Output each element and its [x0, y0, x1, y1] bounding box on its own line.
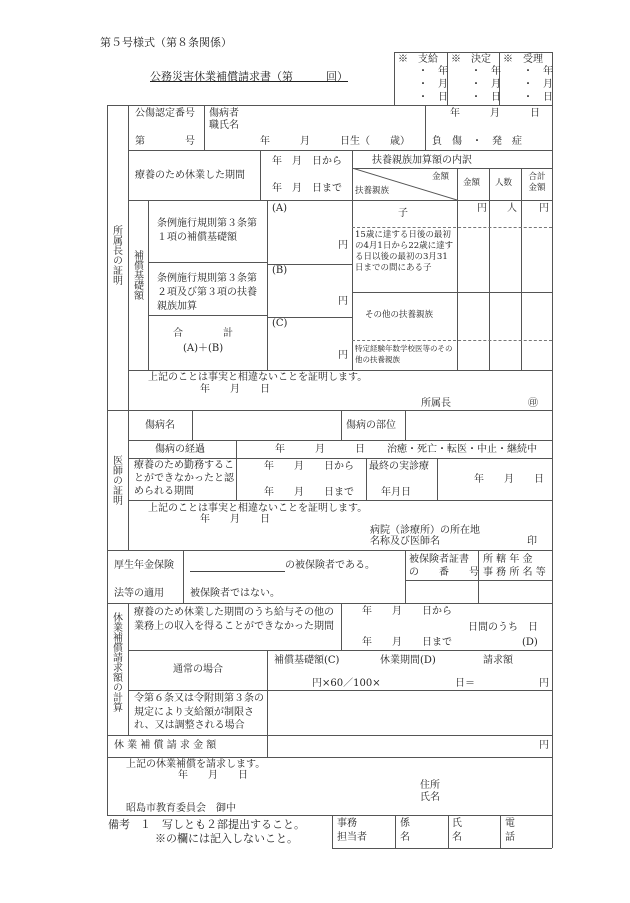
row-c-mark: (C) [272, 318, 288, 329]
stamp-decision-label: ※ 決定 [451, 54, 491, 65]
calc-period-from[interactable]: 年 月 日から [362, 606, 452, 617]
head-label: 所属長 [421, 398, 451, 409]
section-doctor-label: 医師の証明 [110, 455, 122, 505]
claim-amount-field[interactable] [475, 668, 535, 688]
pension-label-1: 厚生年金保険 [114, 560, 174, 571]
formula-days: 日＝ [455, 678, 475, 689]
injury-date-field[interactable]: 年 月 日 [450, 108, 540, 119]
row-a-label: 条例施行規則第３条第１項の補償基礎額 [157, 218, 257, 243]
staff-label-2b: 名 [400, 832, 410, 843]
row-c-yen: 円 [338, 350, 348, 361]
col-amount-header: 金額 [463, 178, 481, 188]
base-amount-field[interactable] [270, 668, 310, 688]
disease-site-label: 傷病の部位 [346, 420, 396, 431]
row-b-label: 条例施行規則第３条第２項及び第３項の扶養親族加算 [157, 273, 257, 312]
claim-total-yen: 円 [539, 740, 549, 751]
progress-label: 傷病の経過 [155, 444, 205, 455]
row-a-mark: (A) [272, 203, 288, 214]
last-exam-label-2: 年月日 [381, 487, 411, 498]
limited-case-label: 令第６条又は令附則第３条の規定により支給額が制限され、又は調整される場合 [134, 693, 264, 731]
formula-result: 円 [539, 678, 549, 689]
hospital-label-2: 名称及び医師名 [370, 536, 440, 547]
doctor-seal-icon: 印 [527, 536, 537, 547]
leave-from-field[interactable]: 年 月 日から [272, 156, 342, 167]
dep-child-amount-unit: 円 [477, 203, 487, 214]
limited-case-field[interactable] [270, 692, 550, 733]
insured-option[interactable]: の被保険者である。 [285, 560, 375, 571]
doctor-cert-statement: 上記のことは事実と相違ないことを証明します。 [148, 503, 368, 514]
pension-label-2: 法等の適用 [114, 588, 164, 599]
dependents-header: 扶養親族加算額の内訳 [372, 155, 472, 166]
claim-total-label: 休 業 補 償 請 求 金 額 [114, 740, 217, 751]
calc-period-days[interactable]: 日間のうち 日 [468, 622, 538, 633]
row-c-amount-field[interactable] [268, 332, 338, 366]
stamp-receipt-label: ※ 受理 [503, 54, 543, 65]
stamp-decision-month[interactable]: ・ 月 [471, 79, 501, 90]
row-b-yen: 円 [338, 296, 348, 307]
office-field[interactable] [480, 582, 550, 601]
dep-child-count-unit: 人 [507, 203, 517, 214]
staff-label-2a: 係 [400, 818, 410, 829]
last-exam-date-field[interactable]: 年 月 日 [474, 474, 544, 485]
stamp-decision-year[interactable]: ・ 年 [471, 66, 501, 77]
calc-period-mark: (D) [522, 637, 538, 648]
progress-date-field[interactable]: 年 月 日 [275, 444, 365, 455]
office-label-1: 所 轄 年 金 [483, 554, 533, 565]
col-period-label: 休業期間(D) [380, 655, 436, 666]
col-count-header: 人数 [495, 178, 513, 188]
staff-phone-field[interactable] [517, 817, 550, 846]
row-b-amount-field[interactable] [268, 278, 338, 312]
request-date[interactable]: 年 月 日 [178, 770, 248, 781]
head-seal-icon: ㊞ [528, 398, 538, 409]
progress-options[interactable]: 治癒・死亡・転医・中止・継続中 [387, 444, 537, 455]
stamp-receipt-day[interactable]: ・ 日 [523, 92, 553, 103]
doctor-cert-date[interactable]: 年 月 日 [200, 514, 270, 525]
disease-site-field[interactable] [407, 412, 550, 438]
section-calc-label: 休業補償請求額の計算 [110, 612, 122, 712]
injured-label-2: 職氏名 [209, 120, 239, 131]
normal-case-label: 通常の場合 [173, 664, 223, 675]
unable-to-field[interactable]: 年 月 日まで [264, 487, 354, 498]
staff-name-field[interactable] [464, 817, 498, 846]
birth-date-field[interactable]: 年 月 日生（ 歳） [260, 136, 410, 147]
name-label: 氏名 [420, 792, 440, 803]
address-label: 住所 [420, 780, 440, 791]
staff-label-4b: 話 [505, 832, 515, 843]
cert-no-field[interactable] [407, 582, 476, 601]
office-label-2: 事 務 所 名 等 [483, 567, 546, 578]
col-total-header: 合計金額 [528, 172, 546, 194]
stamp-payment-month[interactable]: ・ 月 [418, 79, 448, 90]
row-b-mark: (B) [272, 265, 288, 276]
disease-name-label: 傷病名 [145, 420, 175, 431]
staff-label-4a: 電 [505, 818, 515, 829]
notes-item-1: １ 写しとも２部提出すること。 [140, 818, 305, 831]
cert-no-label-2: の 番 号 [409, 567, 479, 578]
staff-section-field[interactable] [412, 817, 446, 846]
unable-period-label: 療養のため勤務することができなかったと認められる期間 [134, 460, 234, 497]
dep-row-child-15-22: 15歳に達する日後の最初の4月1日から22歳に達する日以後の最初の3月31日までの間にある子 [355, 230, 454, 274]
row-a-yen: 円 [338, 240, 348, 251]
last-exam-label-1: 最終の実診療 [369, 461, 429, 472]
col-claim-label: 請求額 [483, 655, 513, 666]
calc-period-label: 療養のため休業した期間のうち給与その他の業務上の収入を得ることができなかった期間 [134, 607, 334, 632]
staff-label-3b: 名 [452, 832, 462, 843]
dep-child-total-unit: 円 [539, 203, 549, 214]
stamp-payment-label: ※ 支給 [398, 54, 438, 65]
calc-period-to[interactable]: 年 月 日まで [362, 637, 452, 648]
diag-top-label: 金額 [432, 172, 450, 182]
base-amount-label: 補償基礎額 [131, 250, 143, 300]
injured-label-1: 傷病者 [209, 108, 239, 119]
form-title: 公務災害休業補償請求書（第 回） [150, 70, 348, 83]
affiliation-cert-date[interactable]: 年 月 日 [200, 384, 270, 395]
formula-yen: 円×60／100× [312, 678, 381, 689]
dep-row-child: 子 [398, 208, 408, 219]
insurer-blank-field[interactable] [190, 571, 285, 572]
row-a-amount-field[interactable] [268, 216, 338, 254]
disease-name-field[interactable] [194, 412, 339, 438]
form-number: 第５号様式（第８条関係） [100, 36, 232, 49]
claim-total-field[interactable] [270, 737, 535, 755]
leave-to-field[interactable]: 年 月 日まで [272, 183, 342, 194]
unable-from-field[interactable]: 年 月 日から [264, 461, 354, 472]
cert-no-label-1: 被保険者証書 [409, 554, 469, 565]
col-base-label: 補償基礎額(C) [274, 655, 340, 666]
stamp-decision-day[interactable]: ・ 日 [471, 92, 501, 103]
dep-row-other: その他の扶養親族 [365, 310, 434, 320]
notes-label: 備考 [108, 818, 130, 831]
injury-type-field[interactable]: 負 傷 ・ 発 症 [432, 136, 522, 147]
row-c-label-2: (A)＋(B) [183, 343, 224, 354]
cert-number-field[interactable]: 第 号 [135, 136, 195, 147]
staff-label-1b: 担当者 [337, 832, 367, 843]
leave-period-label: 療養のため休業した期間 [135, 170, 245, 181]
not-insured-option[interactable]: 被保険者ではない。 [190, 588, 280, 599]
stamp-receipt-month[interactable]: ・ 月 [523, 79, 553, 90]
applicant-address-name-field[interactable] [445, 778, 545, 804]
stamp-payment-year[interactable]: ・ 年 [418, 66, 448, 77]
diag-bottom-label: 扶養親族 [355, 186, 390, 196]
leave-days-field[interactable] [380, 668, 450, 688]
hospital-label-1: 病院（診療所）の所在地 [370, 525, 480, 536]
section-affiliation-label: 所属長の証明 [110, 225, 122, 285]
affiliation-cert-statement: 上記のことは事実と相違ないことを証明します。 [148, 372, 368, 383]
stamp-payment-day[interactable]: ・ 日 [418, 92, 448, 103]
addressee: 昭島市教育委員会 御中 [126, 803, 236, 814]
dep-row-school-doctor: 特定経験年数学校医等のその他の扶養親族 [355, 344, 453, 364]
staff-label-3a: 氏 [452, 818, 462, 829]
row-c-label-1: 合 計 [173, 328, 233, 339]
notes-item-2: ※の欄には記入しないこと。 [155, 832, 298, 845]
staff-label-1a: 事務 [337, 818, 357, 829]
cert-number-label: 公傷認定番号 [135, 108, 195, 119]
stamp-receipt-year[interactable]: ・ 年 [523, 66, 553, 77]
request-statement: 上記の休業補償を請求します。 [126, 759, 266, 770]
